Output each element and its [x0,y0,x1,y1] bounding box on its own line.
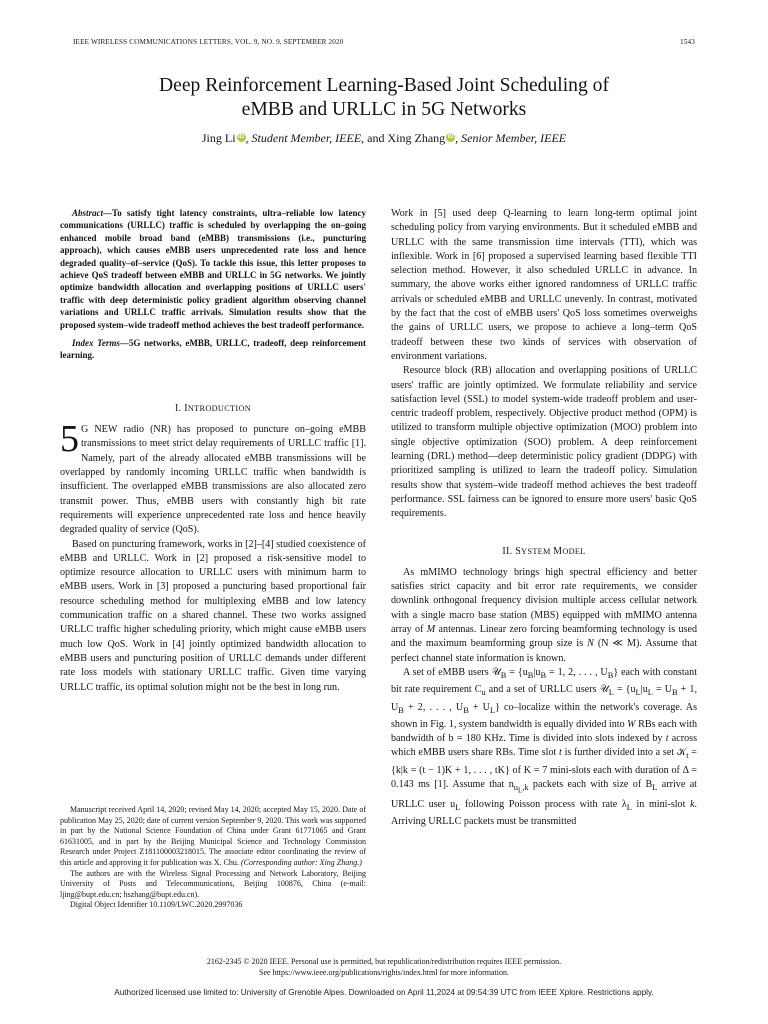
abstract-text: —To satisfy tight latency constraints, ultra–reliable low latency communications (URLLC) traffic is scheduled by overlapping the on–going enhanced mobile broad band (eMBB) transmissions (i.e., puncturing approach), which causes eMBB users unprecedented rate loss and hence degraded quality–of–service (QoS). To tackle this issue, this letter proposes to achieve QoS tradeoff between eMBB and URLLC in 5G networks. We jointly optimize bandwidth allocation and overlapping positions of URLLC users' traffic with deep deterministic policy gradient algorithm observing channel variations and URLLC traffic arrivals. Simulation results show that the proposed system–wide tradeoff method achieves the best tradeoff performance. [60,208,366,330]
copyright-notice [60,956,708,978]
license-watermark: Authorized licensed use limited to: University of Grenoble Alpes. Downloaded on April 11,2024 at 09:54:39 UTC from IEEE Xplore. Restrictions apply. [114,988,654,997]
abstract-label: Abstract [72,208,104,218]
copyright-line-1: 2162-2345 © 2020 IEEE. Personal use is permitted, but republication/redistribution requires IEEE permission. [206,957,562,966]
abstract [60,207,366,362]
first-page-footnote [60,805,366,911]
system-model-paragraph-1: As mMIMO technology brings high spectral efficiency and better satisfies strict capacity and bit error rate requirements, we consider downlink orthogonal frequency division multiple access cellular network with a single macro base station (MBS) equipped with mMIMO antenna array of M antennas. Linear zero forcing beamforming technology is used and the maximum beamforming group size is N (N ≪ M). Assume that perfect channel state information is known. [391,566,697,664]
section-heading-introduction: I. INTRODUCTION [174,402,252,414]
author-2-name: and Xing Zhang [364,131,446,145]
orcid-icon[interactable]: iD [447,134,454,140]
footnote-manuscript-info: Manuscript received April 14, 2020; revised May 14, 2020; accepted May 15, 2020. Date of publication May 25, 2020; date of current version September 9, 2020. This work was supported in part by the National Science Foundation of China under Grant 61771065 and Grant 61631005, and in part by the Beijing Municipal Science and Technology Commission Research under Project Z181100003218015. The associate editor coordinating the review of this article and approving it for publication was X. Chu. (Corresponding author: Xing Zhang.) [60,805,366,867]
left-column [60,207,366,695]
author-2-role: , Senior Member, IEEE [455,131,567,145]
paper-title [60,74,708,122]
right-column [391,207,697,830]
copyright-line-2[interactable]: See https://www.ieee.org/publications/rights/index.html for more information. [259,968,509,977]
index-terms-text: —5G networks, eMBB, URLLC, tradeoff, deep reinforcement learning. [60,338,366,361]
section-heading-system-model: II. SYSTEM MODEL [502,545,586,557]
orcid-icon[interactable]: iD [238,134,245,140]
intro-paragraph-3: Work in [5] used deep Q-learning to learn long-term optimal joint scheduling policy from varying environments. But it scheduled eMBB and URLLC with the same transmission time intervals (TTI), which was inflexible. Work in [6] proposed a supervised learning based flexible TTI selection method. However, it also scheduled URLLC in advance. In summary, the above works either ignored randomness of URLLC traffic arrivals or scheduled eMBB and URLLC unevenly. In contrast, motivated by the fact that the cost of eMBB users' QoS loss sometimes overweighs the gains of URLLC users, we propose to achieve a long–term QoS tradeoff between these two kinds of services with observation of environment variations. [391,208,697,362]
footnote-doi: Digital Object Identifier 10.1109/LWC.2020.2997036 [70,900,243,910]
running-header [73,38,695,50]
intro-paragraph-1: 5 G NEW radio (NR) has proposed to puncture on–going eMBB transmissions to meet strict delay requirements of URLLC traffic [1]. Namely, part of the already allocated eMBB transmissions will be overlapped by randomly incoming URLLC traffic when bandwidth is insufficient. The overlapped eMBB transmissions are also allocated zero transmit power. Thus, eMBB users with constantly high bit rate requirements will experience unprecedented rate loss and hence heavily degraded quality of service (QoS). [60,418,366,536]
title-line-2: eMBB and URLLC in 5G Networks [241,99,527,120]
system-model-paragraph-2: A set of eMBB users 𝒰$_B$ = {$u_B|u_B = 1$, 2, . . . , $U_B$} each with constant bit rate requirement $C_u$ and a set of URLLC users 𝒰$_L$ = {$u_L|u_L = U_B + 1$, $U_B + 2$, . . . , $U_B + U_L$} co–localize within the network's coverage. As shown in Fig. 1, system bandwidth is equally divided into W RBs each with bandwidth of b = 180 KHz. Time is divided into slots indexed by t across which eMBB users share RBs. Time slot t is further divided into a set 𝒦$_t$ = {k|k = (t − 1)K + 1, . . . , tK} of K = 7 mini-slots each with duration of Δ = 0.143 ms [1]. Assume that $n_{u_L,k}$ packets each with size of $B_L$ arrive at URLLC user $u_L$ following Poisson process with rate $\lambda_L$ in mini-slot k. Arriving URLLC packets must be transmitted [391,666,698,828]
author-line [60,131,708,146]
drop-cap: 5 [60,418,79,461]
page-number: 1543 [680,38,695,46]
intro-paragraph-2: Based on puncturing framework, works in [2]–[4] studied coexistence of eMBB and URLLC. Work in [2] proposed a risk-sensitive model to optimize resource allocation to URLLC users with minimum harm to eMBB users. Work in [3] proposed a puncturing based proportional fair resource scheduling method for multiplexing eMBB and low latency communication traffic on a shared channel. These two works assigned URLLC traffic higher scheduling priority, which might cause eMBB users much low QoS. Work in [4] jointly optimized bandwidth allocation to eMBB users and puncturing position of URLLC demands under different rate loss models with stationary URLLC traffic. Given time varying URLLC traffic, its optimal solution might not be the best in long run. [60,538,366,693]
footnote-affiliation: The authors are with the Wireless Signal Processing and Network Laboratory, Beijing University of Posts and Telecommunications, Beijing 100876, China (e-mail: ljing@bupt.edu.cn; hszhang@bupt.edu.cn). [60,868,366,899]
intro-paragraph-4: Resource block (RB) allocation and overlapping positions of URLLC users' traffic are jointly optimized. We formulate reliability and service satisfaction level (SSL) to model system-wide tradeoff problem and user-centric tradeoff problem, respectively. Objective product method (OPM) is utilized to transform multiple objective optimization (MOO) problem into single objective optimization (SOO) problem. A deep reinforcement learning (DRL) method—deep deterministic policy gradient (DDPG) with prioritized sampling is utilized to learn the tradeoff policy. Simulation results show that system–wide tradeoff method achieves the best tradeoff performance. SSL fairness can be ignored to ensure more users' basic QoS requirements. [391,365,697,520]
corresponding-author: (Corresponding author: Xing Zhang.) [240,857,362,867]
author-1-role: , Student Member, IEEE, [245,131,365,145]
index-terms-label: Index Terms [72,338,120,349]
author-1-name: Jing Li [201,131,236,145]
journal-info: IEEE WIRELESS COMMUNICATIONS LETTERS, VOL. 9, NO. 9, SEPTEMBER 2020 [73,38,344,46]
title-line-1: Deep Reinforcement Learning-Based Joint Scheduling of [159,75,609,96]
